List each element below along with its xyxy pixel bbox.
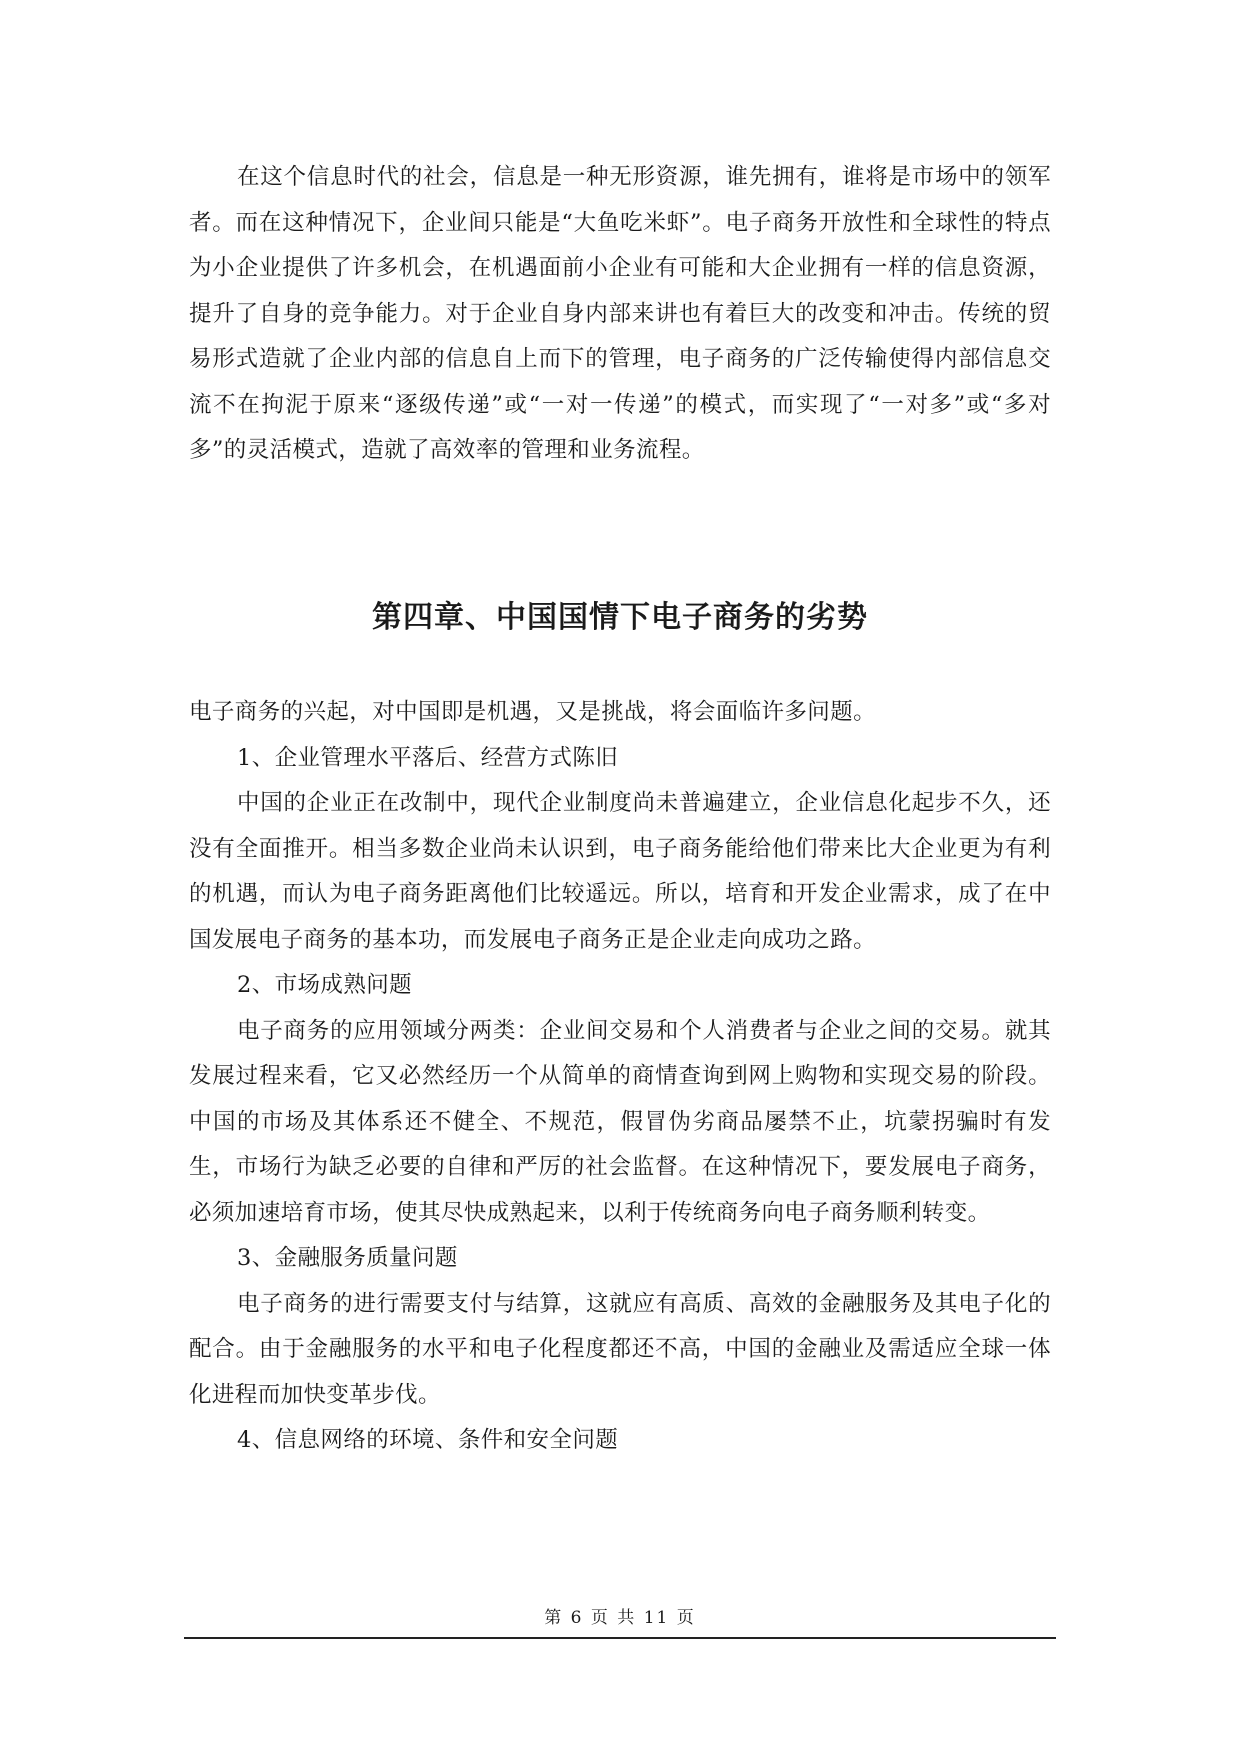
footer-divider	[184, 1637, 1056, 1639]
intro-paragraph: 在这个信息时代的社会，信息是一种无形资源，谁先拥有，谁将是市场中的领军者。而在这种情况下，企业间只能是“大鱼吃米虾”。电子商务开放性和全球性的特点为小企业提供了许多机会，在机遇面前小企业有可能和大企业拥有一样的信息资源，提升了自身的竞争能力。对于企业自身内部来讲也有着巨大的改变和冲击。传统的贸易形式造就了企业内部的信息自上而下的管理，电子商务的广泛传输使得内部信息交流不在拘泥于原来“逐级传递”或“一对一传递”的模式，而实现了“一对多”或“多对多”的灵活模式，造就了高效率的管理和业务流程。	[189, 164, 1051, 463]
chapter-body	[189, 690, 1051, 1464]
section-heading-3: 3、金融服务质量问题	[237, 1245, 458, 1271]
section-heading-1: 1、企业管理水平落后、经营方式陈旧	[237, 744, 619, 771]
section-heading-2: 2、市场成熟问题	[237, 972, 413, 998]
section-body-3: 电子商务的进行需要支付与结算，这就应有高质、高效的金融服务及其电子化的配合。由于金融服务的水平和电子化程度都还不高，中国的金融业及需适应全球一体化进程而加快变革步伐。	[189, 1290, 1051, 1408]
page-number-footer: 第 6 页 共 11 页	[544, 1608, 696, 1628]
chapter-intro-paragraph: 电子商务的兴起，对中国即是机遇，又是挑战，将会面临许多问题。	[189, 699, 877, 725]
section-body-2: 电子商务的应用领域分两类：企业间交易和个人消费者与企业之间的交易。就其发展过程来看，它又必然经历一个从简单的商情查询到网上购物和实现交易的阶段。中国的市场及其体系还不健全、不规范，假冒伪劣商品屡禁不止，坑蒙拐骗时有发生，市场行为缺乏必要的自律和严厉的社会监督。在这种情况下，要发展电子商务，必须加速培育市场，使其尽快成熟起来，以利于传统商务向电子商务顺利转变。	[189, 1017, 1051, 1226]
section-body-1: 中国的企业正在改制中，现代企业制度尚未普遍建立，企业信息化起步不久，还没有全面推开。相当多数企业尚未认识到，电子商务能给他们带来比大企业更为有利的机遇，而认为电子商务距离他们比较遥远。所以，培育和开发企业需求，成了在中国发展电子商务的基本功，而发展电子商务正是企业走向成功之路。	[189, 790, 1051, 953]
intro-block	[189, 155, 1051, 474]
chapter-title: 第四章、中国国情下电子商务的劣势	[372, 600, 868, 635]
section-heading-4: 4、信息网络的环境、条件和安全问题	[237, 1427, 619, 1453]
